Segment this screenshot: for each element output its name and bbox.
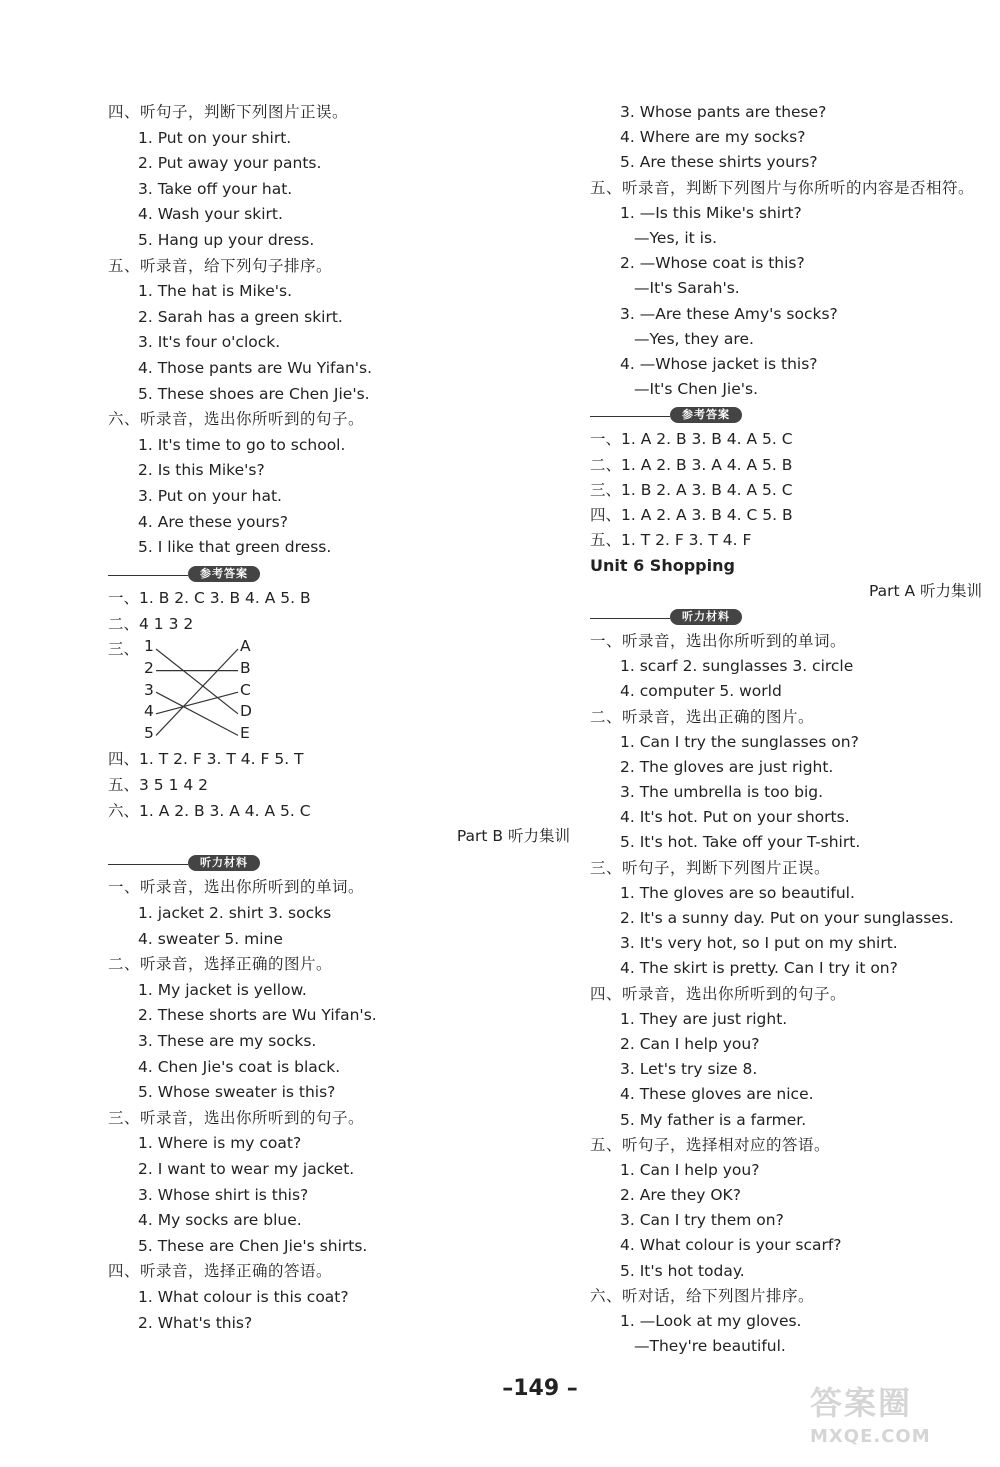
question-heading: 六、听录音，选出你所听到的句子。 bbox=[108, 410, 365, 429]
answer-line: 五、1. T 2. F 3. T 4. F bbox=[590, 531, 752, 550]
match-right-label: B bbox=[240, 659, 251, 678]
answer-line: 六、1. A 2. B 3. A 4. A 5. C bbox=[108, 801, 311, 820]
answer-line: 五、3 5 1 4 2 bbox=[108, 776, 209, 795]
part-title: Part B 听力集训 bbox=[456, 827, 570, 846]
list-item: 1. —Look at my gloves. bbox=[620, 1312, 802, 1330]
list-item: 5. Are these shirts yours? bbox=[620, 153, 818, 172]
list-item: 5. It's hot. Take off your T-shirt. bbox=[620, 833, 861, 852]
question-heading: 三、听录音，选出你所听到的句子。 bbox=[108, 1108, 365, 1127]
list-item: 3. It's very hot, so I put on my shirt. bbox=[620, 934, 898, 953]
banner-label: 参考答案 bbox=[188, 566, 260, 582]
match-left-label: 2 bbox=[144, 659, 154, 678]
list-item: 3. Take off your hat. bbox=[138, 179, 293, 198]
list-item: 4. sweater 5. mine bbox=[138, 929, 283, 948]
list-item: 3. It's four o'clock. bbox=[138, 333, 281, 352]
list-item: 4. What colour is your scarf? bbox=[620, 1236, 842, 1255]
list-item: 3. The umbrella is too big. bbox=[620, 783, 824, 802]
banner-label: 听力材料 bbox=[670, 609, 742, 625]
list-item: 3. —Are these Amy's socks? bbox=[620, 304, 838, 323]
list-item: 5. These are Chen Jie's shirts. bbox=[138, 1236, 368, 1255]
list-item: 2. The gloves are just right. bbox=[620, 757, 834, 776]
matching-answer bbox=[108, 637, 578, 747]
right-column bbox=[590, 100, 990, 1359]
list-item: 3. Whose shirt is this? bbox=[138, 1185, 309, 1204]
question-heading: 一、听录音，选出你所听到的单词。 bbox=[590, 631, 847, 650]
section-banner bbox=[590, 402, 990, 427]
list-item: 2. I want to wear my jacket. bbox=[138, 1159, 355, 1178]
question-heading: 五、听句子，选择相对应的答语。 bbox=[590, 1135, 831, 1154]
question-heading: 一、听录音，选出你所听到的单词。 bbox=[108, 878, 365, 897]
page-number: –149 – bbox=[502, 1376, 578, 1401]
question-heading: 四、听录音，选择正确的答语。 bbox=[108, 1262, 333, 1281]
dialogue-reply: —Yes, it is. bbox=[634, 228, 717, 247]
match-left-label: 4 bbox=[144, 702, 154, 721]
watermark-site: MXQE.COM bbox=[810, 1426, 931, 1447]
list-item: 5. It's hot today. bbox=[620, 1261, 745, 1280]
answer-line: 一、1. A 2. B 3. B 4. A 5. C bbox=[590, 430, 793, 449]
list-item: 4. —Whose jacket is this? bbox=[620, 354, 818, 373]
dialogue-reply: —Yes, they are. bbox=[634, 329, 754, 348]
list-item: 2. Are they OK? bbox=[620, 1186, 741, 1205]
left-column bbox=[108, 100, 578, 1336]
unit-title: Unit 6 Shopping bbox=[590, 556, 735, 576]
list-item: 3. Put on your hat. bbox=[138, 486, 282, 505]
dialogue-reply: —It's Sarah's. bbox=[634, 279, 740, 298]
match-left-label: 5 bbox=[144, 723, 154, 742]
answer-line: 二、4 1 3 2 bbox=[108, 614, 194, 633]
answer-line: 四、1. T 2. F 3. T 4. F 5. T bbox=[108, 750, 304, 769]
list-item: 4. computer 5. world bbox=[620, 682, 782, 701]
list-item: 4. These gloves are nice. bbox=[620, 1085, 814, 1104]
question-heading: 三、听句子，判断下列图片正误。 bbox=[590, 858, 831, 877]
list-item: 4. Those pants are Wu Yifan's. bbox=[138, 358, 373, 377]
banner-rule bbox=[108, 864, 188, 865]
match-prefix: 三、 bbox=[108, 640, 140, 659]
match-right-label: E bbox=[240, 723, 250, 742]
answer-line: 一、1. B 2. C 3. B 4. A 5. B bbox=[108, 589, 311, 608]
section-banner bbox=[108, 561, 578, 587]
banner-rule bbox=[590, 416, 670, 417]
question-heading: 二、听录音，选择正确的图片。 bbox=[108, 955, 333, 974]
list-item: 4. Are these yours? bbox=[138, 512, 288, 531]
question-heading: 二、听录音，选出正确的图片。 bbox=[590, 707, 815, 726]
list-item: 3. Let's try size 8. bbox=[620, 1060, 758, 1079]
list-item: 1. What colour is this coat? bbox=[138, 1287, 349, 1306]
match-lines bbox=[108, 637, 278, 747]
match-left-label: 3 bbox=[144, 680, 154, 699]
answer-line: 四、1. A 2. A 3. B 4. C 5. B bbox=[590, 506, 793, 524]
list-item: 1. jacket 2. shirt 3. socks bbox=[138, 904, 332, 923]
list-item: 4. Wash your skirt. bbox=[138, 205, 283, 224]
banner-rule bbox=[108, 575, 188, 576]
list-item: 5. These shoes are Chen Jie's. bbox=[138, 384, 370, 403]
list-item: 1. The gloves are so beautiful. bbox=[620, 883, 855, 902]
list-item: 1. Can I try the sunglasses on? bbox=[620, 732, 859, 751]
match-right-label: D bbox=[240, 702, 252, 721]
list-item: 1. It's time to go to school. bbox=[138, 435, 346, 454]
list-item: 4. The skirt is pretty. Can I try it on? bbox=[620, 959, 898, 978]
list-item: 4. Chen Jie's coat is black. bbox=[138, 1057, 341, 1076]
answer-line: 三、1. B 2. A 3. B 4. A 5. C bbox=[590, 480, 793, 499]
question-heading: 四、听录音，选出你所听到的句子。 bbox=[590, 984, 847, 1003]
list-item: 3. These are my socks. bbox=[138, 1032, 317, 1050]
question-heading: 四、听句子，判断下列图片正误。 bbox=[108, 103, 349, 121]
list-item: 1. They are just right. bbox=[620, 1009, 788, 1028]
banner-label: 听力材料 bbox=[188, 855, 260, 871]
watermark-title: 答案圈 bbox=[810, 1384, 913, 1422]
list-item: 1. The hat is Mike's. bbox=[138, 282, 293, 301]
list-item: 5. Hang up your dress. bbox=[138, 230, 315, 249]
list-item: 5. Whose sweater is this? bbox=[138, 1083, 336, 1102]
question-heading: 五、听录音，判断下列图片与你所听的内容是否相符。 bbox=[590, 178, 975, 197]
match-line bbox=[156, 649, 238, 735]
list-item: 2. Can I help you? bbox=[620, 1034, 760, 1053]
list-item: 2. —Whose coat is this? bbox=[620, 254, 805, 273]
section-banner bbox=[590, 604, 990, 629]
list-item: 3. Whose pants are these? bbox=[620, 103, 827, 121]
list-item: 2. These shorts are Wu Yifan's. bbox=[138, 1006, 377, 1025]
part-title: Part A 听力集训 bbox=[868, 581, 982, 600]
match-right-label: A bbox=[240, 637, 251, 656]
list-item: 5. My father is a farmer. bbox=[620, 1110, 807, 1129]
dialogue-reply: —It's Chen Jie's. bbox=[634, 380, 759, 399]
dialogue-reply: —They're beautiful. bbox=[634, 1337, 786, 1356]
banner-label: 参考答案 bbox=[670, 407, 742, 423]
list-item: 1. scarf 2. sunglasses 3. circle bbox=[620, 657, 854, 676]
list-item: 5. I like that green dress. bbox=[138, 538, 332, 557]
question-heading: 六、听对话，给下列图片排序。 bbox=[590, 1286, 815, 1305]
list-item: 1. My jacket is yellow. bbox=[138, 980, 307, 999]
list-item: 2. What's this? bbox=[138, 1313, 253, 1332]
banner-rule bbox=[590, 618, 670, 619]
watermark-logo bbox=[810, 1378, 990, 1458]
list-item: 1. Can I help you? bbox=[620, 1160, 760, 1179]
list-item: 3. Can I try them on? bbox=[620, 1211, 784, 1230]
list-item: 2. It's a sunny day. Put on your sunglasses. bbox=[620, 909, 954, 927]
list-item: 4. Where are my socks? bbox=[620, 128, 806, 147]
list-item: 2. Sarah has a green skirt. bbox=[138, 307, 343, 326]
list-item: 4. It's hot. Put on your shorts. bbox=[620, 808, 850, 827]
answer-line: 二、1. A 2. B 3. A 4. A 5. B bbox=[590, 455, 793, 474]
question-heading: 五、听录音，给下列句子排序。 bbox=[108, 256, 333, 275]
match-right-label: C bbox=[240, 680, 251, 699]
list-item: 1. Put on your shirt. bbox=[138, 128, 292, 147]
list-item: 1. Where is my coat? bbox=[138, 1134, 302, 1153]
list-item: 1. —Is this Mike's shirt? bbox=[620, 203, 802, 222]
list-item: 2. Is this Mike's? bbox=[138, 461, 265, 480]
match-line bbox=[156, 693, 238, 736]
list-item: 2. Put away your pants. bbox=[138, 154, 322, 173]
section-banner bbox=[108, 850, 578, 876]
list-item: 4. My socks are blue. bbox=[138, 1211, 302, 1230]
match-left-label: 1 bbox=[144, 637, 154, 656]
match-line bbox=[156, 649, 238, 714]
match-line bbox=[156, 693, 238, 715]
